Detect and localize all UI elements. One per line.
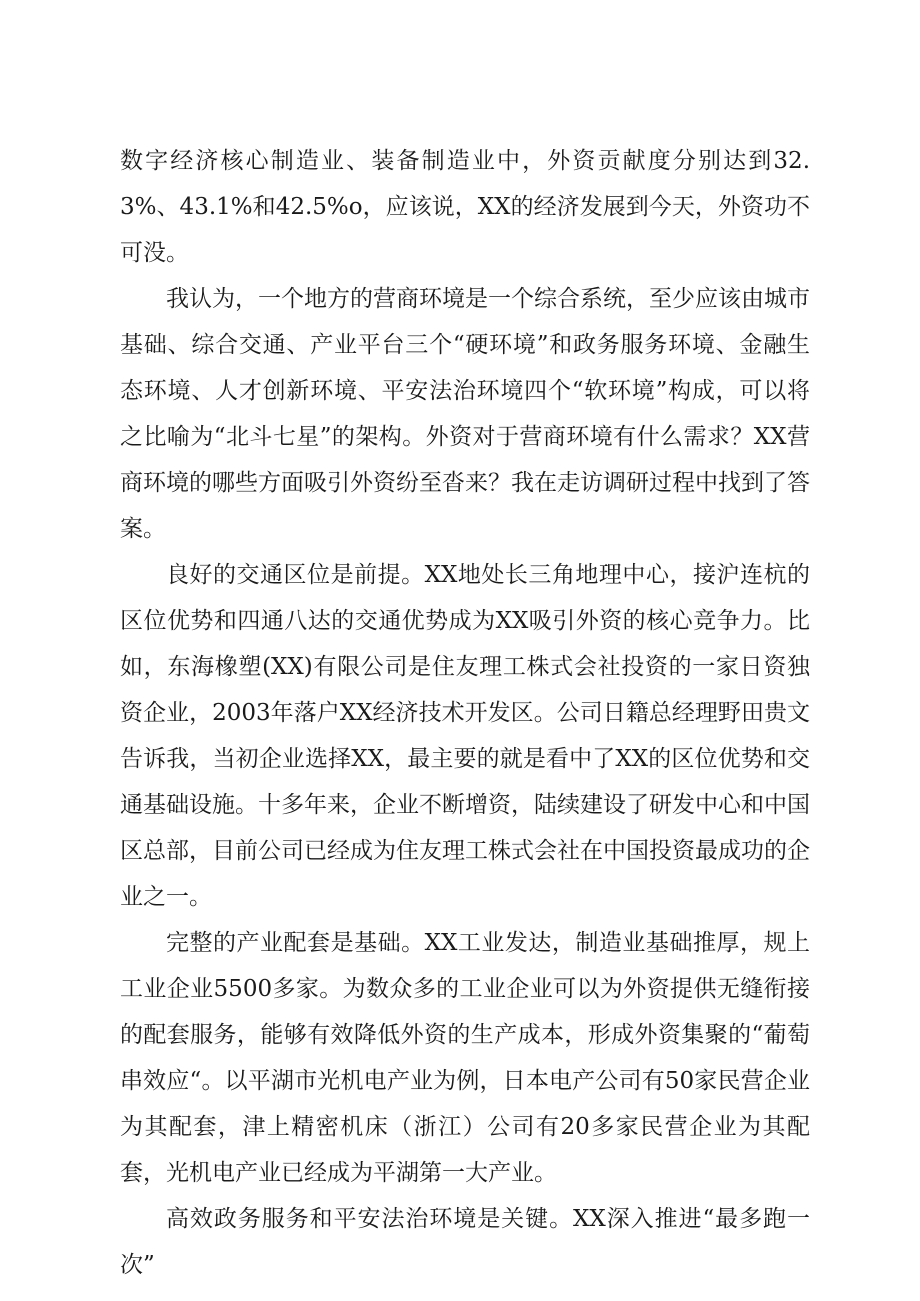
paragraph-continued: 数字经济核心制造业、装备制造业中，外资贡献度分别达到32.3%、43.1%和42.5%o，应该说，XX的经济发展到今天，外资功不可没。 [120,148,810,266]
paragraph: 完整的产业配套是基础。XX工业发达，制造业基础推厚，规上工业企业5500多家。为数众多的工业企业可以为外资提供无缝衔接的配套服务，能够有效降低外资的生产成本，形成外资集聚的“葡萄串效应“。以平湖市光机电产业为例，日本电产公司有50家民营企业为其配套，津上精密机床（浙江）公司有20多家民营企业为其配套，光机电产业已经成为平湖第一大产业。 [120,930,810,1186]
paragraph: 良好的交通区位是前提。XX地处长三角地理中心，接沪连杭的区位优势和四通八达的交通优势成为XX吸引外资的核心竞争力。比如，东海橡塑(XX)有限公司是住友理工株式会社投资的一家日资独资企业，2003年落户XX经济技术开发区。公司日籍总经理野田贵文告诉我，当初企业选择XX，最主要的就是看中了XX的区位优势和交通基础设施。十多年来，企业不断增资，陆续建设了研发中心和中国区总部，目前公司已经成为住友理工株式会社在中国投资最成功的企业之一。 [120,562,810,910]
paragraph: 高效政务服务和平安法治环境是关键。XX深入推进“最多跑一次” [120,1206,810,1278]
body-text [120,138,810,1288]
paragraph: 我认为，一个地方的营商环境是一个综合系统，至少应该由城市基础、综合交通、产业平台三个“硬环境”和政务服务环境、金融生态环境、人才创新环境、平安法治环境四个“软环境”构成，可以将之比喻为“北斗七星”的架构。外资对于营商环境有什么需求？XX营商环境的哪些方面吸引外资纷至沓来？我在走访调研过程中找到了答案。 [120,286,810,542]
